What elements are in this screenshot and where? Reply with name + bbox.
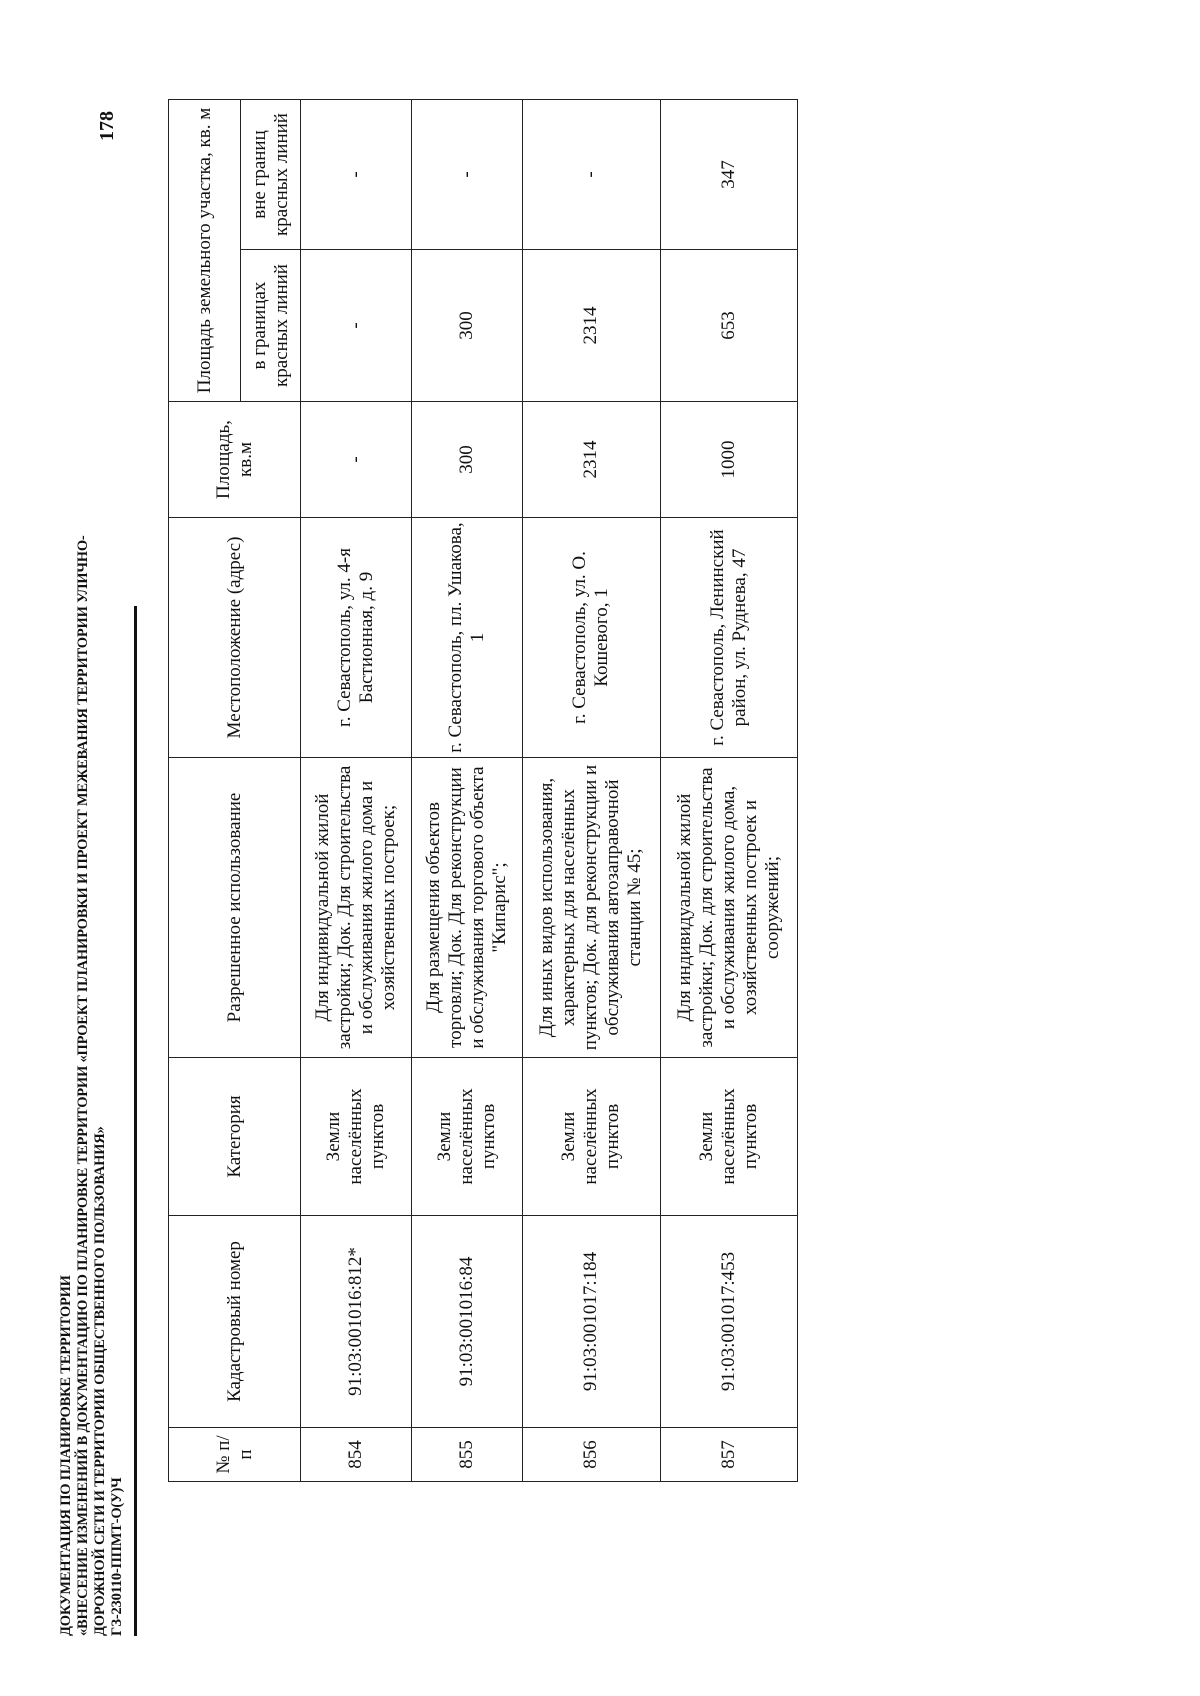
cell-num: 855 bbox=[412, 1428, 523, 1482]
cell-category: Земли населённых пунктов bbox=[523, 1058, 660, 1216]
cell-area: 2314 bbox=[523, 402, 660, 518]
cell-location: г. Севастополь, Ленинский район, ул. Руднева, 47 bbox=[660, 518, 797, 758]
cell-within: - bbox=[301, 250, 412, 402]
cell-location: г. Севастополь, пл. Ушакова, 1 bbox=[412, 518, 523, 758]
table-row bbox=[412, 100, 523, 1482]
header-num: № п/п bbox=[169, 1428, 301, 1482]
cell-area: 1000 bbox=[660, 402, 797, 518]
cell-within: 300 bbox=[412, 250, 523, 402]
cell-location: г. Севастополь, ул. 4-я Бастионная, д. 9 bbox=[301, 518, 412, 758]
header-line: ГЗ-230110-ППМТ-О(У)Ч bbox=[109, 1477, 125, 1636]
header-location: Местоположение (адрес) bbox=[169, 518, 301, 758]
header-line: ДОКУМЕНТАЦИЯ ПО ПЛАНИРОВКЕ ТЕРРИТОРИИ bbox=[58, 1275, 74, 1636]
cell-outside: - bbox=[412, 100, 523, 250]
table-row bbox=[523, 100, 660, 1482]
page-number: 178 bbox=[96, 111, 118, 141]
header-within: в границах красных линий bbox=[241, 250, 301, 402]
cell-num: 854 bbox=[301, 1428, 412, 1482]
cell-category: Земли населённых пунктов bbox=[301, 1058, 412, 1216]
cell-cadastral: 91:03:001016:84 bbox=[412, 1216, 523, 1428]
header-plot-area: Площадь земельного участка, кв. м bbox=[169, 100, 241, 402]
cell-outside: - bbox=[301, 100, 412, 250]
land-plots-table bbox=[168, 99, 798, 1482]
cell-cadastral: 91:03:001017:453 bbox=[660, 1216, 797, 1428]
cell-category: Земли населённых пунктов bbox=[412, 1058, 523, 1216]
cell-outside: - bbox=[523, 100, 660, 250]
header-category: Категория bbox=[169, 1058, 301, 1216]
cell-within: 2314 bbox=[523, 250, 660, 402]
cell-area: - bbox=[301, 402, 412, 518]
cell-area: 300 bbox=[412, 402, 523, 518]
cell-use: Для индивидуальной жилой застройки; Док. для строительства и обслуживания жилого дома, хозяйственных построек и сооружений; bbox=[660, 758, 797, 1058]
header-line: «ВНЕСЕНИЕ ИЗМЕНЕНИЙ В ДОКУМЕНТАЦИЮ ПО ПЛАНИРОВКЕ ТЕРРИТОРИИ «ПРОЕКТ ПЛАНИРОВКИ И ПРОЕКТ МЕЖЕВАНИЯ ТЕРРИТОРИИ УЛИЧНО- bbox=[75, 535, 91, 1636]
cell-use: Для иных видов использования, характерных для населённых пунктов; Док. для реконструкции и обслуживания автозаправочной станции № 45; bbox=[523, 758, 660, 1058]
cell-outside: 347 bbox=[660, 100, 797, 250]
header-outside: вне границ красных линий bbox=[241, 100, 301, 250]
cell-num: 856 bbox=[523, 1428, 660, 1482]
header-divider bbox=[134, 606, 137, 1636]
cell-use: Для индивидуальной жилой застройки; Док. Для строительства и обслуживания жилого дома и хозяйственных построек; bbox=[301, 758, 412, 1058]
table-row bbox=[301, 100, 412, 1482]
cell-location: г. Севастополь, ул. О. Кошевого, 1 bbox=[523, 518, 660, 758]
cell-cadastral: 91:03:001016:812* bbox=[301, 1216, 412, 1428]
cell-num: 857 bbox=[660, 1428, 797, 1482]
cell-use: Для размещения объектов торговли; Док. Для реконструкции и обслуживания торгового объекта "Кипарис"; bbox=[412, 758, 523, 1058]
header-cadastral: Кадастровый номер bbox=[169, 1216, 301, 1428]
header-line: ДОРОЖНОЙ СЕТИ И ТЕРРИТОРИИ ОБЩЕСТВЕННОГО ПОЛЬЗОВАНИЯ» bbox=[92, 1126, 108, 1636]
cell-category: Земли населённых пунктов bbox=[660, 1058, 797, 1216]
header-area: Площадь, кв.м bbox=[169, 402, 301, 518]
cell-within: 653 bbox=[660, 250, 797, 402]
header-use: Разрешенное использование bbox=[169, 758, 301, 1058]
table-row bbox=[660, 100, 797, 1482]
document-header bbox=[58, 516, 126, 1636]
cell-cadastral: 91:03:001017:184 bbox=[523, 1216, 660, 1428]
